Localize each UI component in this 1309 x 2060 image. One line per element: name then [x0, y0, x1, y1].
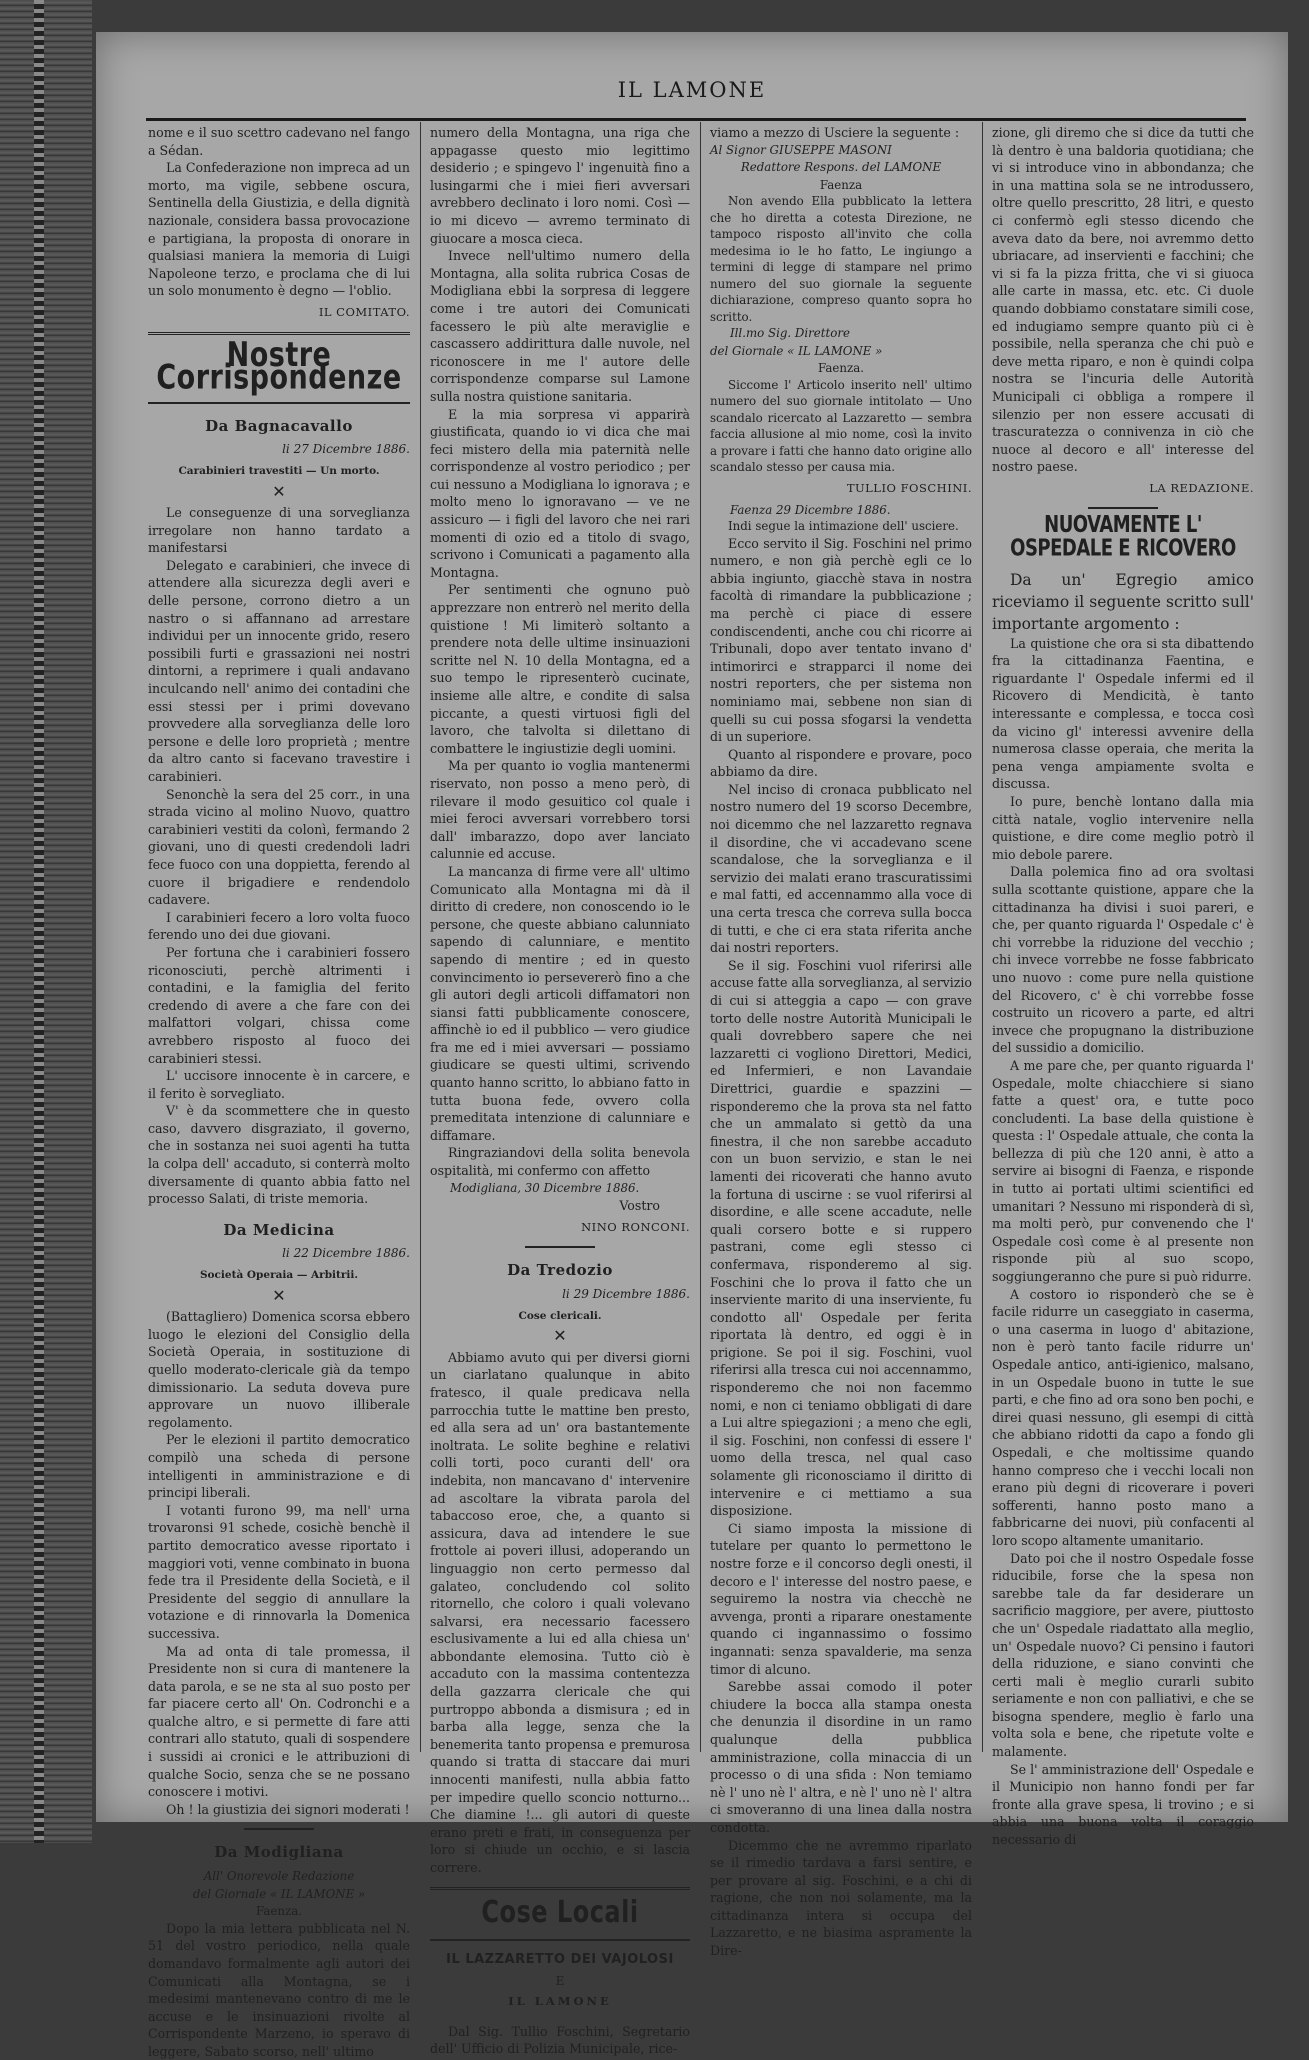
- article-para: Ci siamo imposta la missione di tutelare per quanto lo permettono le nostre forze e il concorso degli onesti, il decoro e l' interesse del nostro paese, e seguiremo la nostra via checchè ne avvenga, pronti a riparare onestamente quando ci ingannassimo o fossimo ingannati: senza spavalderie, ma senza timor di alcuno.: [710, 1520, 972, 1677]
- article-para: Dalla polemica fino ad ora svoltasi sulla scottante quistione, appare che la cittadinanza ha divisi i suoi pareri, e che, per quanto riguarda l' Ospedale c' è chi vorrebbe la riduzione del vecchio ; chi invece vorrebbe ne fosse fabbricato uno nuovo : come pure nella quistione del Ricovero, c' è chi vorrebbe fosse costruito un ricovero a parte, ed altri invece che propugnano la distribuzione del sussidio a domicilio.: [992, 864, 1254, 1056]
- after-note: Indi segue la intimazione dell' usciere.: [728, 519, 959, 534]
- lead-para: Da un' Egregio amico riceviamo il seguente scritto sull' importante argomento :: [992, 570, 1254, 633]
- article-para: numero della Montagna, una riga che appagasse questo mio legittimo desiderio ; e spingevo l' ingenuità fino a lusingarmi che i miei fieri avversari avrebbero declinato i loro nomi. Così — io mi dicevo — avremo terminato di giuocare a mosca cieca.: [430, 125, 690, 246]
- article-para: Ma ad onta di tale promessa, il Presidente non si cura di mantenere la data parola, e se ne sta al suo posto per far piacere certo all' On. Codronchi e a qualche altro, e si permette di fare atti contrari allo statuto, quali di sospendere i sussidi ai cronici e le attribuzioni di qualche Socio, senza che se ne possano conoscere i motivi.: [148, 1643, 410, 1800]
- lazzaretto-title: IL LAZZARETTO DEI VAJOLOSI: [446, 1952, 674, 1968]
- divider: [1088, 507, 1158, 509]
- medicina-date: li 22 Dicembre 1886.: [282, 1246, 410, 1261]
- column-divider: [982, 122, 983, 1752]
- place-date: Modigliana, 30 Dicembre 1886.: [450, 1180, 640, 1195]
- article-para: Se il sig. Foschini vuol riferirsi alle accuse fatte alla sorveglianza, al servizio di cui si atteggia a capo — con grave torto delle nostre Autorità Municipali le quali dovrebbero sapere che nei lazzaretti ci vogliono Direttori, Medici, ed Infermieri, e non Lavandaie Direttrici, guardie e spazzini — risponderemo che la prova sta nel fatto che un ammalato si gettò da una finestra, il che non sarebbe accaduto con un buon servizio, e stan le nei lamenti dei ricoverati che hanno avuto la fortuna di uscirne : se vuol riferirsi al disordine, e alle scene accadute, nelle quali corsero botte e si ruppero pastrani, come egli stesso ci confermava, risponderemo al sig. Foschini che lo prova il fatto che un inserviente marito di una inserviente, fu condotto all' Ospedale per ferita riportata là dentro, ed oggi è in prigione. Se poi il sig. Foschini, vuol riferirsi alla tresca cui noi accennammo, risponderemo che noi non facemmo nomi, e non ci teniamo obbligati di dare a Lui altre spiegazioni ; a meno che egli, il sig. Foschini, non confessi di essere l' uomo della tresca, nel qual caso solamente gli riconosciamo il diritto di intervenire e ci mettiamo a sua disposizione.: [710, 957, 972, 1519]
- article-para: I carabinieri fecero a loro volta fuoco ferendo uno dei due giovani.: [148, 909, 410, 943]
- article-para: Oh ! la giustizia dei signori moderati !: [166, 1801, 410, 1817]
- divider: [525, 1246, 595, 1248]
- column-3: [710, 124, 972, 1959]
- bagnacavallo-topic: Carabinieri travestiti — Un morto.: [178, 464, 380, 477]
- medicina-topic: Società Operaia — Arbitrii.: [199, 1269, 359, 1282]
- article-para: L' uccisore innocente è in carcere, e il ferito è sorvegliato.: [148, 1068, 410, 1101]
- article-para: La mancanza di firme vere all' ultimo Comunicato alla Montagna mi dà il diritto di credere, non conoscendo io le persone, che queste abbiano calunniato sapendo di calunniare, e mentito sapendo di mentire ; ed in questo convincimento io persevererò fino a che gli autori degli articoli diffamatori non siansi fatti pubblicamente conoscere, affinchè io ed il pubblico — vero giudice fra me ed i miei avversari — possiamo giudicare se questi ultimi, scrivendo quanto hanno scritto, lo abbiano fatto in tutta buona fede, ovvero colla premeditata intenzione di calunniare e diffamare.: [430, 863, 690, 1143]
- article-para: zione, gli diremo che si dice da tutti che là dentro è una baldoria quotidiana; che vi si introduce vino in abbondanza; che in una mattina sola se ne introdussero, oltre quello prescritto, 28 litri, e questo ci confermò egli stesso dicendo che aveva dato da bere, noi avremmo detto ubriacare, ad inservienti e facchini; che vi si fa la pizza fritta, che vi si giuoca alle carte in massa, etc. etc. Ci duole quando dobbiamo constatare simili cose, ed indugiamo sempre quanto più ci è possibile, nella speranza che chi può e deve metta riparo, e non è quindi colpa nostra se l'incuria delle Autorità Municipali ci obbliga a rompere il silenzio per non essere accusati di trascuratezza o connivenza in ciò che nuoce al decoro e all' interesse del nostro paese.: [992, 125, 1254, 475]
- article-para: Sarebbe assai comodo il poter chiudere la bocca alla stampa onesta che denunzia il disordine in un ramo qualunque della pubblica amministrazione, colla minaccia di un processo o di una sfida : Non temiamo nè l' uno nè l' altra, e nè l' uno nè l' altra ci smoveranno di una linea dalla nostra condotta.: [710, 1679, 972, 1835]
- masthead: IL LAMONE: [617, 78, 767, 102]
- cross-ornament: ✕: [272, 1285, 286, 1305]
- signature: LA REDAZIONE.: [1149, 480, 1254, 495]
- article-para: A me pare che, per quanto riguarda l' Ospedale, molte chiacchiere si siano fatte a quest' ora, e tutte poco concludenti. La base della quistione è questa : l' Ospedale attuale, che conta la bellezza di più che 120 anni, è atto a servire ai bisogni di Faenza, e risponde in tutto ai portati ultimi scientifici ed umanitari ? Nessuno mi risponderà di sì, ma molti però, pur convenendo che l' Ospedale così come è al presente non risponde più al suo scopo, soggiungeranno che pure si può ridurre.: [992, 1057, 1254, 1285]
- article-para: A costoro io risponderò che se è facile ridurre un caseggiato in caserma, o una caserma in luogo d' abitazione, non è però tanto facile ridurre un' Ospedale antico, anti-igienico, malsano, in un Ospedale buono in tutte le sue parti, e che fino ad ora sono ben pochi, e direi quasi nessuno, gli esempi di città che abbiano ridotti da capo a fondo gli Ospedali, e che moltissime quando hanno compreso che i vecchi locali non erano più degni di ricoverare i poveri sofferenti, hanno posto mano a fabbricarne dei nuovi, più confacenti al loro scopo altamente umanitario.: [992, 1286, 1254, 1548]
- addressee-1: All' Onorevole Redazione: [203, 1869, 355, 1884]
- section-rule-2: [430, 1939, 690, 1941]
- article-para: I votanti furono 99, ma nell' urna trovaronsi 91 schede, cosichè benchè il partito democratico avesse riportato i maggiori voti, venne combinato in buona fede tra il Presidente della Società, e il Presidente del seggio di annullare la votazione e di rinnovarla la Domenica successiva.: [148, 1502, 410, 1641]
- cross-ornament: ✕: [553, 1326, 567, 1346]
- article-para: E la mia sorpresa vi apparirà giustificata, quando io vi dica che mai feci mistero della mia paternità nelle corrispondenze al vostro periodico ; per cui nessuno a Modigliana lo ignorava ; e molto meno lo ignoravano — ve ne assicuro — i figli del lavoro che nei rari momenti di ozio ed a titolo di svago, scrivono i Comunicati a pagamento alla Montagna.: [430, 406, 690, 580]
- article-para: Dato poi che il nostro Ospedale fosse riducibile, forse che la spesa non sarebbe tale da far desiderare un sacrificio maggiore, per avere, piuttosto che un' Ospedale riadattato alla meglio, un' Ospedale nuovo? Ci pensino i fautori della riduzione, e siano convinti che certi mali è meglio curarli subito seriamente e non con palliativi, e che se bisogna spendere, meglio è farlo una volta sola e bene, che ripetute volte e malamente.: [992, 1550, 1254, 1760]
- addressee-6: Faenza.: [818, 361, 864, 376]
- newspaper-page: [96, 32, 1288, 2059]
- article-para: Abbiamo avuto qui per diversi giorni un ciarlatano qualunque in abito fratesco, il quale predicava nella parrocchia tutte le mattine ben presto, ed alla sera ad un' ora bastantemente inoltrata. Le solite beghine e relativi colli torti, poco curanti dell' ora indebita, non mancavano d' intervenire ad ascoltare la vibrata parola del tabaccoso eroe, che, a quanto si assicura, dava ad intendere le sue frottole ai poveri illusi, adoperando un linguaggio non certo permesso dal galateo, concludendo col solito ritornello, che coloro i quali volevano salvarsi, era necessario facessero esclusivamente a lui ed alla chiesa un' abbondante elemosina. Tutto ciò è accaduto con la massima contentezza della gazzarra clericale che qui purtroppo abbonda a dismisura ; ed in barba alla legge, senza che la benemerita tanto propensa e premurosa quando si tratta di staccare dai muri innocenti manifesti, nulla abbia fatto per impedire quello sconcio notturno... Che diamine !... gli autori di queste erano preti e frati, in conseguenza per loro si chiude un occhio, e si lascia correre.: [430, 1349, 690, 1875]
- masthead-rule: [146, 118, 1246, 121]
- addressee-5: del Giornale « IL LAMONE »: [710, 343, 883, 358]
- intro-signature: IL COMITATO.: [318, 304, 410, 319]
- medicina-title: Da Medicina: [223, 1220, 335, 1239]
- letter-para: Non avendo Ella pubblicato la lettera che ho diretta a cotesta Direzione, ne tampoco risposto all'invito che colla medesima io le ho fatto, Le ingiungo a termini di legge di stampare nel primo numero del suo giornale la seguente dichiarazione, compreso quanto sopra ho scritto.: [710, 194, 972, 324]
- article-para: Per le elezioni il partito democratico compilò una scheda di persone intelligenti in amministrazione e di principi liberali.: [148, 1432, 410, 1501]
- article-para: Le conseguenze di una sorveglianza irregolare non hanno tardato a manifestarsi: [148, 505, 410, 556]
- signature: NINO RONCONI.: [581, 1219, 690, 1234]
- addressee-2: del Giornale « IL LAMONE »: [192, 1886, 366, 1901]
- bagnacavallo-date: li 27 Dicembre 1886.: [282, 442, 410, 457]
- lazzaretto-lamone: IL LAMONE: [508, 1994, 612, 2009]
- tredozio-title: Da Tredozio: [507, 1261, 613, 1280]
- article-para: La quistione che ora si sta dibattendo fra la cittadinanza Faentina, e riguardante l' Ospedale infermi ed il Ricovero di Mendicità, è tanto interessante e complessa, e tocca così da vicino gl' interessi avvenire della numerosa classe operaia, che merita la pena venga ampiamente svolta e discussa.: [992, 635, 1254, 792]
- addressee-3: Faenza: [819, 177, 863, 192]
- cose-locali-title: Cose Locali: [481, 1893, 639, 1929]
- column-divider: [420, 122, 421, 1752]
- article-para: (Battagliero) Domenica scorsa ebbero luogo le elezioni del Consiglio della Società Operaia, in sostituzione di quello moderato-clericale già da tempo dimissionario. La seduta doveva pure approvare un nuovo illiberale regolamento.: [148, 1309, 410, 1430]
- addressee-3: Faenza.: [256, 1904, 302, 1919]
- column-1: [148, 124, 410, 2059]
- article-para: Io pure, benchè lontano dalla mia città natale, voglio intervenire nella quistione, e dire come meglio potrò il mio debole parere.: [992, 794, 1254, 862]
- article-para: Ecco servito il Sig. Foschini nel primo numero, e non già perchè egli ce lo abbia ingiunto, giacchè stava in nostra facoltà di rimandare la pubblicazione ; ma perchè ci piace di essere condiscendenti, anche cou chi ricorre ai Tribunali, dopo aver tentato invano d' intimorirci e strapparci il nome dei nostri reporters, che per sistema non nominiamo mai, sebbene non sian di quelli su cui possa sfogarsi la vendetta di un superiore.: [710, 535, 972, 745]
- section-title: Nostre Corrispondenze: [156, 335, 402, 397]
- letter-para: Siccome l' Articolo inserito nell' ultimo numero del suo giornale intitolato — Uno scandalo ricercato al Lazzaretto — sembra faccia allusione al mio nome, così la invito a provare i fatti che hanno dato origine allo scandalo stesso per causa mia.: [710, 377, 972, 475]
- section-rule-2: [148, 402, 410, 404]
- article-para: V' è da scommettere che in questo caso, davvero disgraziato, il governo, che in sostanza nei suoi agenti ha tutta la colpa dell' accaduto, si conterrà molto diversamente di quanto abbia fatto nel processo Salati, di triste memoria.: [148, 1103, 410, 1207]
- column-divider: [700, 122, 701, 1752]
- column-4: [992, 124, 1254, 1848]
- signature: TULLIO FOSCHINI.: [846, 480, 972, 495]
- closing: Vostro: [619, 1198, 660, 1214]
- addressee-2: Redattore Respons. del LAMONE: [740, 160, 942, 175]
- intro-line: nome e il suo scettro cadevano nel fango a Sédan.: [148, 125, 410, 158]
- cross-ornament: ✕: [272, 481, 286, 501]
- article-para: Invece nell'ultimo numero della Montagna, alla solita rubrica Cosas de Modigliana ebbi la sorpresa di leggere come i tre autori dei Comunicati facessero le più alte meraviglie e cascassero addirittura dalle nuvole, nel riconoscere in me l' autore delle corrispondenze comparse sul Lamone sulla nostra quistione sanitaria.: [430, 248, 690, 404]
- addressee-4: Ill.mo Sig. Direttore: [730, 326, 850, 341]
- article-para: Per fortuna che i carabinieri fossero riconosciuti, perchè altrimenti i contadini, e la famiglia del ferito credendo di avere a che fare con dei malfattori volgari, chissa come avrebbero risposto al fuoco dei carabinieri stessi.: [148, 944, 410, 1066]
- tredozio-date: li 29 Dicembre 1886.: [562, 1287, 690, 1301]
- article-para: Quanto al rispondere e provare, poco abbiamo da dire.: [710, 746, 972, 780]
- lead-line: viamo a mezzo di Usciere la seguente :: [710, 125, 960, 140]
- addressee-1: Al Signor GIUSEPPE MASONI: [710, 142, 892, 157]
- lazzaretto-e: E: [555, 1973, 565, 1988]
- article-para: Ringraziandovi della solita benevola ospitalità, mi confermo con affetto: [430, 1145, 690, 1179]
- article-para: Dopo la mia lettera pubblicata nel N. 51 del vostro periodico, nella quale domandavo formalmente agli autori dei Comunicati alla Montagna, se i medesimi mantenevano contro di me le accuse e le insinuazioni rivolte al Corrispondente Marzeno, io speravo di leggere, Sabato scorso, nell' ultimo: [148, 1920, 410, 2059]
- letter-date: Faenza 29 Dicembre 1886.: [730, 502, 891, 517]
- binding-edge: [34, 0, 44, 1843]
- bagnacavallo-title: Da Bagnacavallo: [205, 416, 353, 435]
- article-para: Nel inciso di cronaca pubblicato nel nostro numero del 19 scorso Decembre, noi dicemmo che nel lazzaretto regnava il disordine, che vi accadevano scene scandalose, che la sorveglianza e il servizio dei malati erano trascuratissimi e mal fatti, ed accennammo alla voce di una certa tresca che correva sulla bocca di tutti, e che ci era stata riferita anche dai nostri reporters.: [710, 781, 972, 956]
- article-para: Ma per quanto io voglia mantenermi riservato, non posso a meno però, di rilevare il modo gesuitico col quale i miei feroci avversari vorrebbero torsi dall' imbarazzo, dopo aver lanciato calunnie ed accuse.: [430, 758, 690, 862]
- intro-para: La Confederazione non imprecа ad un morto, ma vigile, sebbene oscura, Sentinella della Giustizia, e della dignità nazionale, considera bassa provocazione e partigiana, la proposta di onorare in qualsiasi maniera la memoria di Luigi Napoleone terzo, e proclama che di lui un solo monumento è degno — l'oblio.: [148, 160, 410, 299]
- section-rule: [148, 332, 410, 335]
- section-rule: [430, 1887, 690, 1890]
- ospedale-title: NUOVAMENTE L' OSPEDALE E RICOVERO: [1010, 511, 1236, 562]
- article-para: Senonchè la sera del 25 corr., in una strada vicino al molino Nuovo, quattro carabinieri vestiti da colonì, fermando 2 giovani, uno di questi credendoli ladri fece fuoco con una doppietta, ferendo al cuore il brigadiere e rendendolo cadavere.: [148, 786, 410, 908]
- book-binding: [0, 0, 92, 1843]
- modigliana-title: Da Modigliana: [214, 1843, 344, 1862]
- article-para: Per sentimenti che ognuno può apprezzare non entrerò nel merito della quistione ! Mi limiterò soltanto a prendere nota delle ultime insinuazioni scritte nel N. 10 della Montagna, ed a suo tempo le ripresenterò cucinate, insieme alle altre, e condite di salsa piccante, a questi virtuosi figli del lavoro, che talvolta si dilettano di combattere le ingiustizie degli uomini.: [430, 582, 690, 756]
- article-para: Dicemmo che ne avremmo riparlato se il rimedio tardava a farsi sentire, e per provare al sig. Foschini, e a chi di ragione, che non noi solamente, ma la cittadinanza intera si occupa del Lazzaretto, e ne biasima aspramente la Dire-: [710, 1837, 972, 1959]
- article-para: Dal Sig. Tullio Foschini, Segretario dell' Ufficio di Polizia Municipale, rice-: [430, 2023, 690, 2057]
- tredozio-topic: Cose clericali.: [518, 1309, 602, 1322]
- article-para: Delegato e carabinieri, che invece di attendere alla sicurezza degli averi e delle persone, corrono dietro a un nastro o si affannano ad arrestare individui per un innocente grido, resero possibili furti e grassazioni nei nostri dintorni, a reprimere i quali andavano inculcando nell' animo dei contadini che essi stessi per i primi dovevano provvedere alla sorveglianza delle loro persone e delle loro proprietà ; mentre da altro canto si facevano travestire i carabinieri.: [148, 557, 410, 784]
- article-para: Se l' amministrazione dell' Ospedale e il Municipio non hanno fondi per far fronte alla grave spesa, li trovino ; e si abbia una buona volta il coraggio necessario di: [992, 1761, 1254, 1848]
- divider: [244, 1828, 314, 1830]
- column-2: [430, 124, 690, 2057]
